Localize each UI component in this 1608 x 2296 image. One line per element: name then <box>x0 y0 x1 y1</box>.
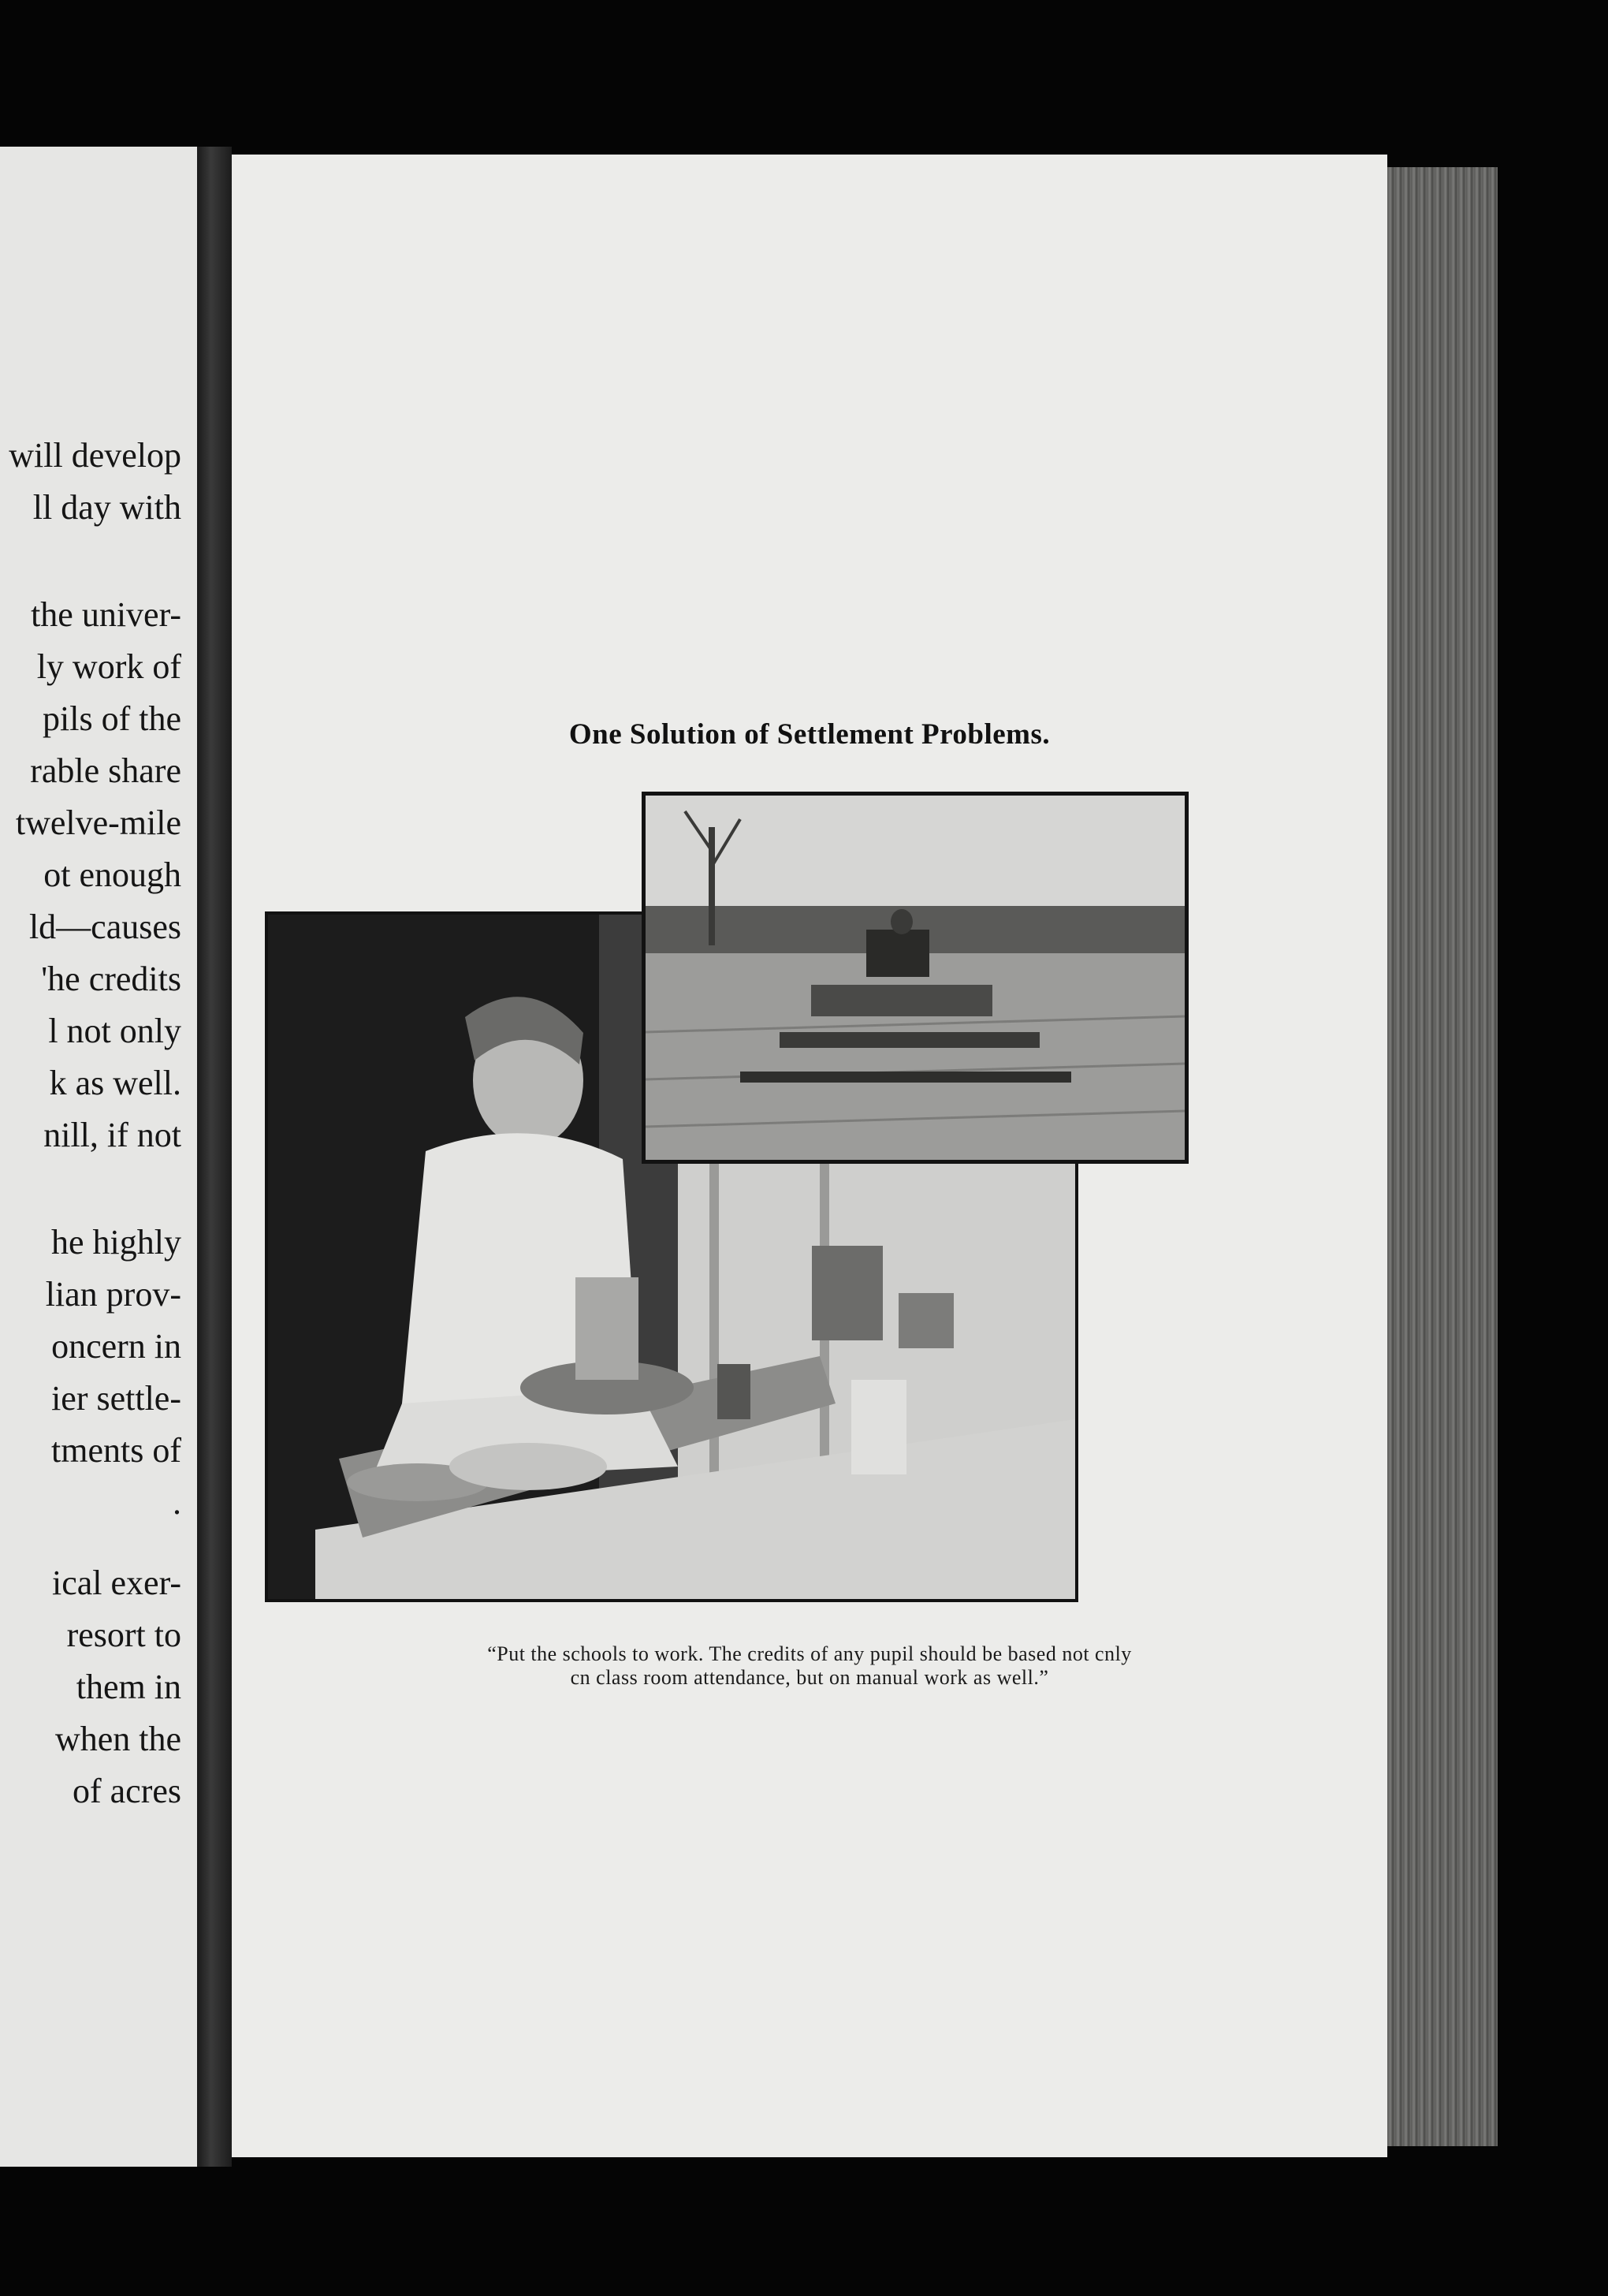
left-page-line: lian prov- <box>45 1275 181 1314</box>
left-page-line: . <box>173 1483 181 1522</box>
left-page-line: ld—causes <box>28 908 181 946</box>
left-page-line: ier settle- <box>51 1379 181 1418</box>
tractor-photo <box>642 792 1189 1164</box>
left-page-line: ical exer- <box>52 1564 181 1602</box>
tractor-scene <box>646 796 1185 1160</box>
plate-title: One Solution of Settlement Problems. <box>568 718 1051 751</box>
left-page-line: he highly <box>51 1223 181 1262</box>
plate-caption <box>232 1642 1387 1690</box>
left-page-line: tments of <box>51 1431 181 1470</box>
left-page-line: k as well. <box>49 1064 181 1102</box>
left-page-line: ly work of <box>36 647 181 686</box>
left-page-line: twelve-mile <box>15 803 181 842</box>
left-page-line: them in <box>76 1668 181 1706</box>
left-page-line: resort to <box>66 1616 181 1654</box>
left-page-line: pils of the <box>43 699 181 738</box>
left-page-line: l not only <box>48 1012 181 1050</box>
caption-line-2: cn class room attendance, but on manual work as well.” <box>570 1666 1049 1689</box>
left-page-line: ll day with <box>32 488 181 527</box>
left-page-line: the univer- <box>31 595 181 634</box>
page-edges <box>1387 167 1498 2146</box>
left-page-line: rable share <box>30 751 181 790</box>
left-page-line: ot enough <box>43 855 181 894</box>
left-page-line: nill, if not <box>43 1116 181 1154</box>
caption-line-1: “Put the schools to work. The credits of any pupil should be based not cnly <box>487 1642 1132 1665</box>
left-page-line: will develop <box>9 436 181 475</box>
left-page-line: of acres <box>72 1772 181 1810</box>
left-page-line: 'he credits <box>41 960 181 998</box>
left-page-line: when the <box>54 1720 181 1758</box>
previous-page <box>0 147 197 2167</box>
left-page-line: oncern in <box>51 1327 181 1366</box>
book-gutter <box>197 147 232 2167</box>
